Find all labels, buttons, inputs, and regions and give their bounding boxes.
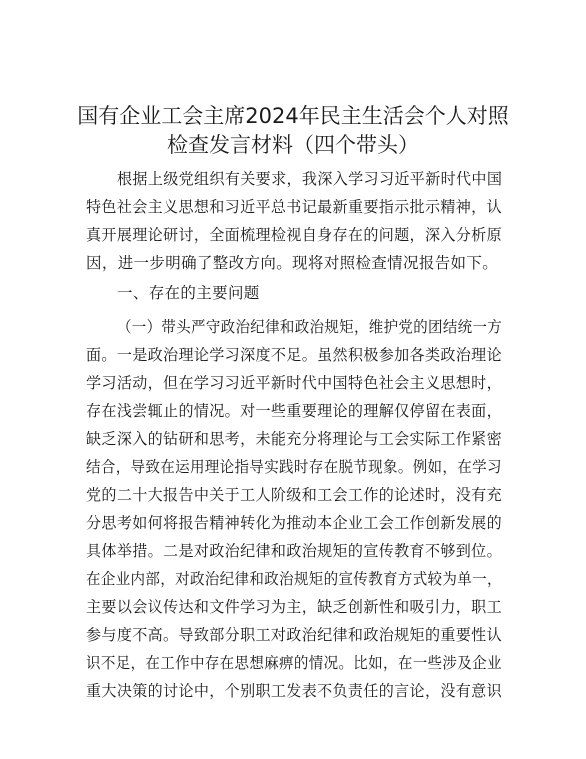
body-line: 结合，导致在运用理论指导实践时存在脱节现象。例如，在学习 — [86, 458, 502, 476]
body-line: 真开展理论研讨，全面梳理检视自身存在的问题，深入分析原 — [86, 226, 502, 244]
body-line: 缺乏深入的钻研和思考，未能充分将理论与工会实际工作紧密 — [86, 430, 502, 448]
body-line: 具体举措。二是对政治纪律和政治规矩的宣传教育不够到位。 — [86, 542, 502, 560]
section-heading: 一、存在的主要问题 — [117, 284, 260, 302]
body-line: （一）带头严守政治纪律和政治规矩，维护党的团结统一方 — [117, 318, 503, 336]
document-title-line-2: 检查发言材料（四个带头） — [167, 133, 419, 157]
body-line: 党的二十大报告中关于工人阶级和工会工作的论述时，没有充 — [86, 486, 502, 504]
body-line: 重大决策的讨论中，个别职工发表不负责任的言论，没有意识 — [86, 682, 502, 700]
body-line: 根据上级党组织有关要求，我深入学习习近平新时代中国 — [117, 170, 503, 188]
body-line: 参与度不高。导致部分职工对政治纪律和政治规矩的重要性认 — [86, 626, 502, 644]
body-line: 存在浅尝辄止的情况。对一些重要理论的理解仅停留在表面， — [86, 402, 502, 420]
body-line: 面。一是政治理论学习深度不足。虽然积极参加各类政治理论 — [86, 346, 502, 364]
body-line: 特色社会主义思想和习近平总书记最新重要指示批示精神，认 — [86, 198, 502, 216]
body-line: 学习活动，但在学习习近平新时代中国特色社会主义思想时， — [86, 374, 502, 392]
body-line: 识不足，在工作中存在思想麻痹的情况。比如，在一些涉及企业 — [86, 654, 502, 672]
body-line: 因，进一步明确了整改方向。现将对照检查情况报告如下。 — [86, 254, 499, 272]
body-line: 主要以会议传达和文件学习为主，缺乏创新性和吸引力，职工 — [86, 598, 502, 616]
body-line: 在企业内部，对政治纪律和政治规矩的宣传教育方式较为单一， — [86, 570, 502, 588]
body-line: 分思考如何将报告精神转化为推动本企业工会工作创新发展的 — [86, 514, 502, 532]
document-title-line-1: 国有企业工会主席2024年民主生活会个人对照 — [77, 104, 509, 128]
